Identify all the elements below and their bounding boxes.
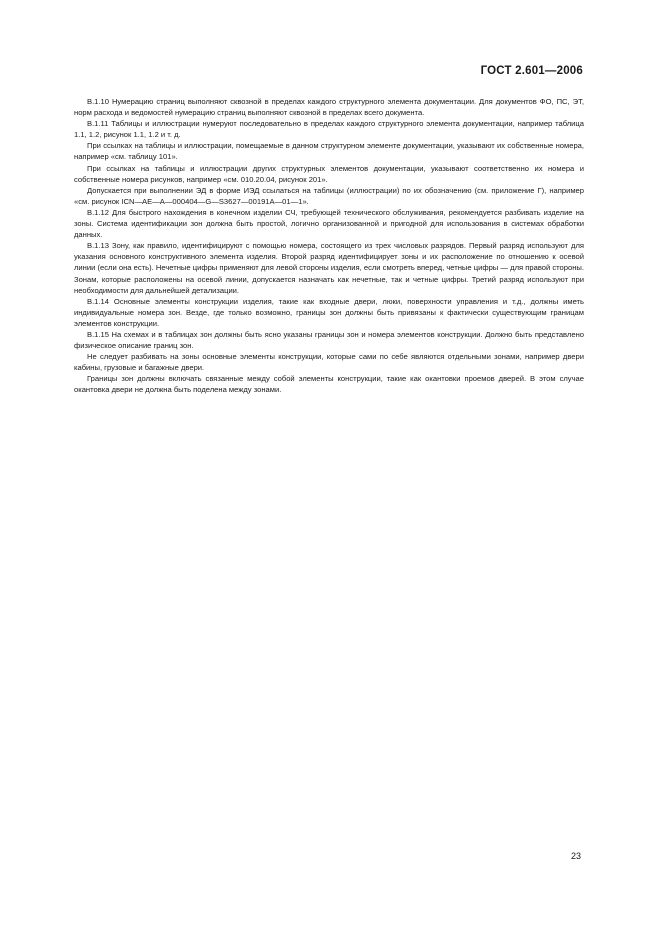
document-code-header: ГОСТ 2.601—2006 (480, 65, 583, 77)
page-number: 23 (570, 851, 581, 861)
paragraph-b-1-12: B.1.12 Для быстрого нахождения в конечном изделии СЧ, требующей технического обслуживания, рекомендуется разбивать изделие на зоны. Система идентификации зон должна быть простой, логично организованной и пригодной для использования в системах обработки данных. (74, 207, 584, 240)
paragraph-b-1-11: B.1.11 Таблицы и иллюстрации нумеруют последовательно в пределах каждого структурного элемента документации, например таблица 1.1, 1.2, рисунок 1.1, 1.2 и т. д. (74, 119, 584, 140)
paragraph: Границы зон должны включать связанные между собой элементы конструкции, такие как окантовки проемов дверей. В этом случае окантовка двери не должна быть поделена между зонами. (74, 374, 584, 395)
document-body (74, 96, 584, 396)
paragraph: При ссылках на таблицы и иллюстрации, помещаемые в данном структурном элементе документации, указывают их собственные номера, например «см. таблицу 101». (74, 141, 584, 162)
paragraph-b-1-10: B.1.10 Нумерацию страниц выполняют сквозной в пределах каждого структурного элемента документации. Для документов ФО, ПС, ЭТ, норм расхода и ведомостей нумерацию страниц выполняют сквозной в пределах всего документа. (74, 97, 584, 118)
paragraph-b-1-14: B.1.14 Основные элементы конструкции изделия, такие как входные двери, люки, поверхности управления и т.д., должны иметь индивидуальные номера зон. Везде, где только возможно, границы зон должны быть привязаны к фактически существующим границам элементов конструкции. (74, 296, 584, 328)
paragraph-b-1-15: B.1.15 На схемах и в таблицах зон должны быть ясно указаны границы зон и номера элементов конструкции. Должно быть представлено физическое описание границ зон. (74, 329, 584, 351)
paragraph: При ссылках на таблицы и иллюстрации других структурных элементов документации, указывают соответственно их номера и собственные номера рисунков, например «см. 010.20.04, рисунок 201». (74, 163, 584, 184)
paragraph: Не следует разбивать на зоны основные элементы конструкции, которые сами по себе являются отдельными зонами, например двери кабины, грузовые и багажные двери. (74, 352, 584, 373)
paragraph: Допускается при выполнении ЭД в форме ИЭД ссылаться на таблицы (иллюстрации) по их обозначению (см. приложение Г), например «см. рисунок ICN—AE—A—000404—G—S3627—00191A—01—1». (74, 185, 584, 206)
paragraph-b-1-13: B.1.13 Зону, как правило, идентифицируют с помощью номера, состоящего из трех числовых разрядов. Первый разряд используют для указания основного конструктивного элемента изделия. Второй разряд идентифицирует зоны и их расположение по отношению к осевой линии (если она есть). Нечетные цифры применяют для левой стороны изделия, если смотреть вперед, четные цифры — для правой стороны. Зонам, которые расположены на осевой линии, допускается назначать как нечетные, так и четные цифры. Третий разряд используют при необходимости для дальнейшей детализации. (74, 241, 584, 295)
